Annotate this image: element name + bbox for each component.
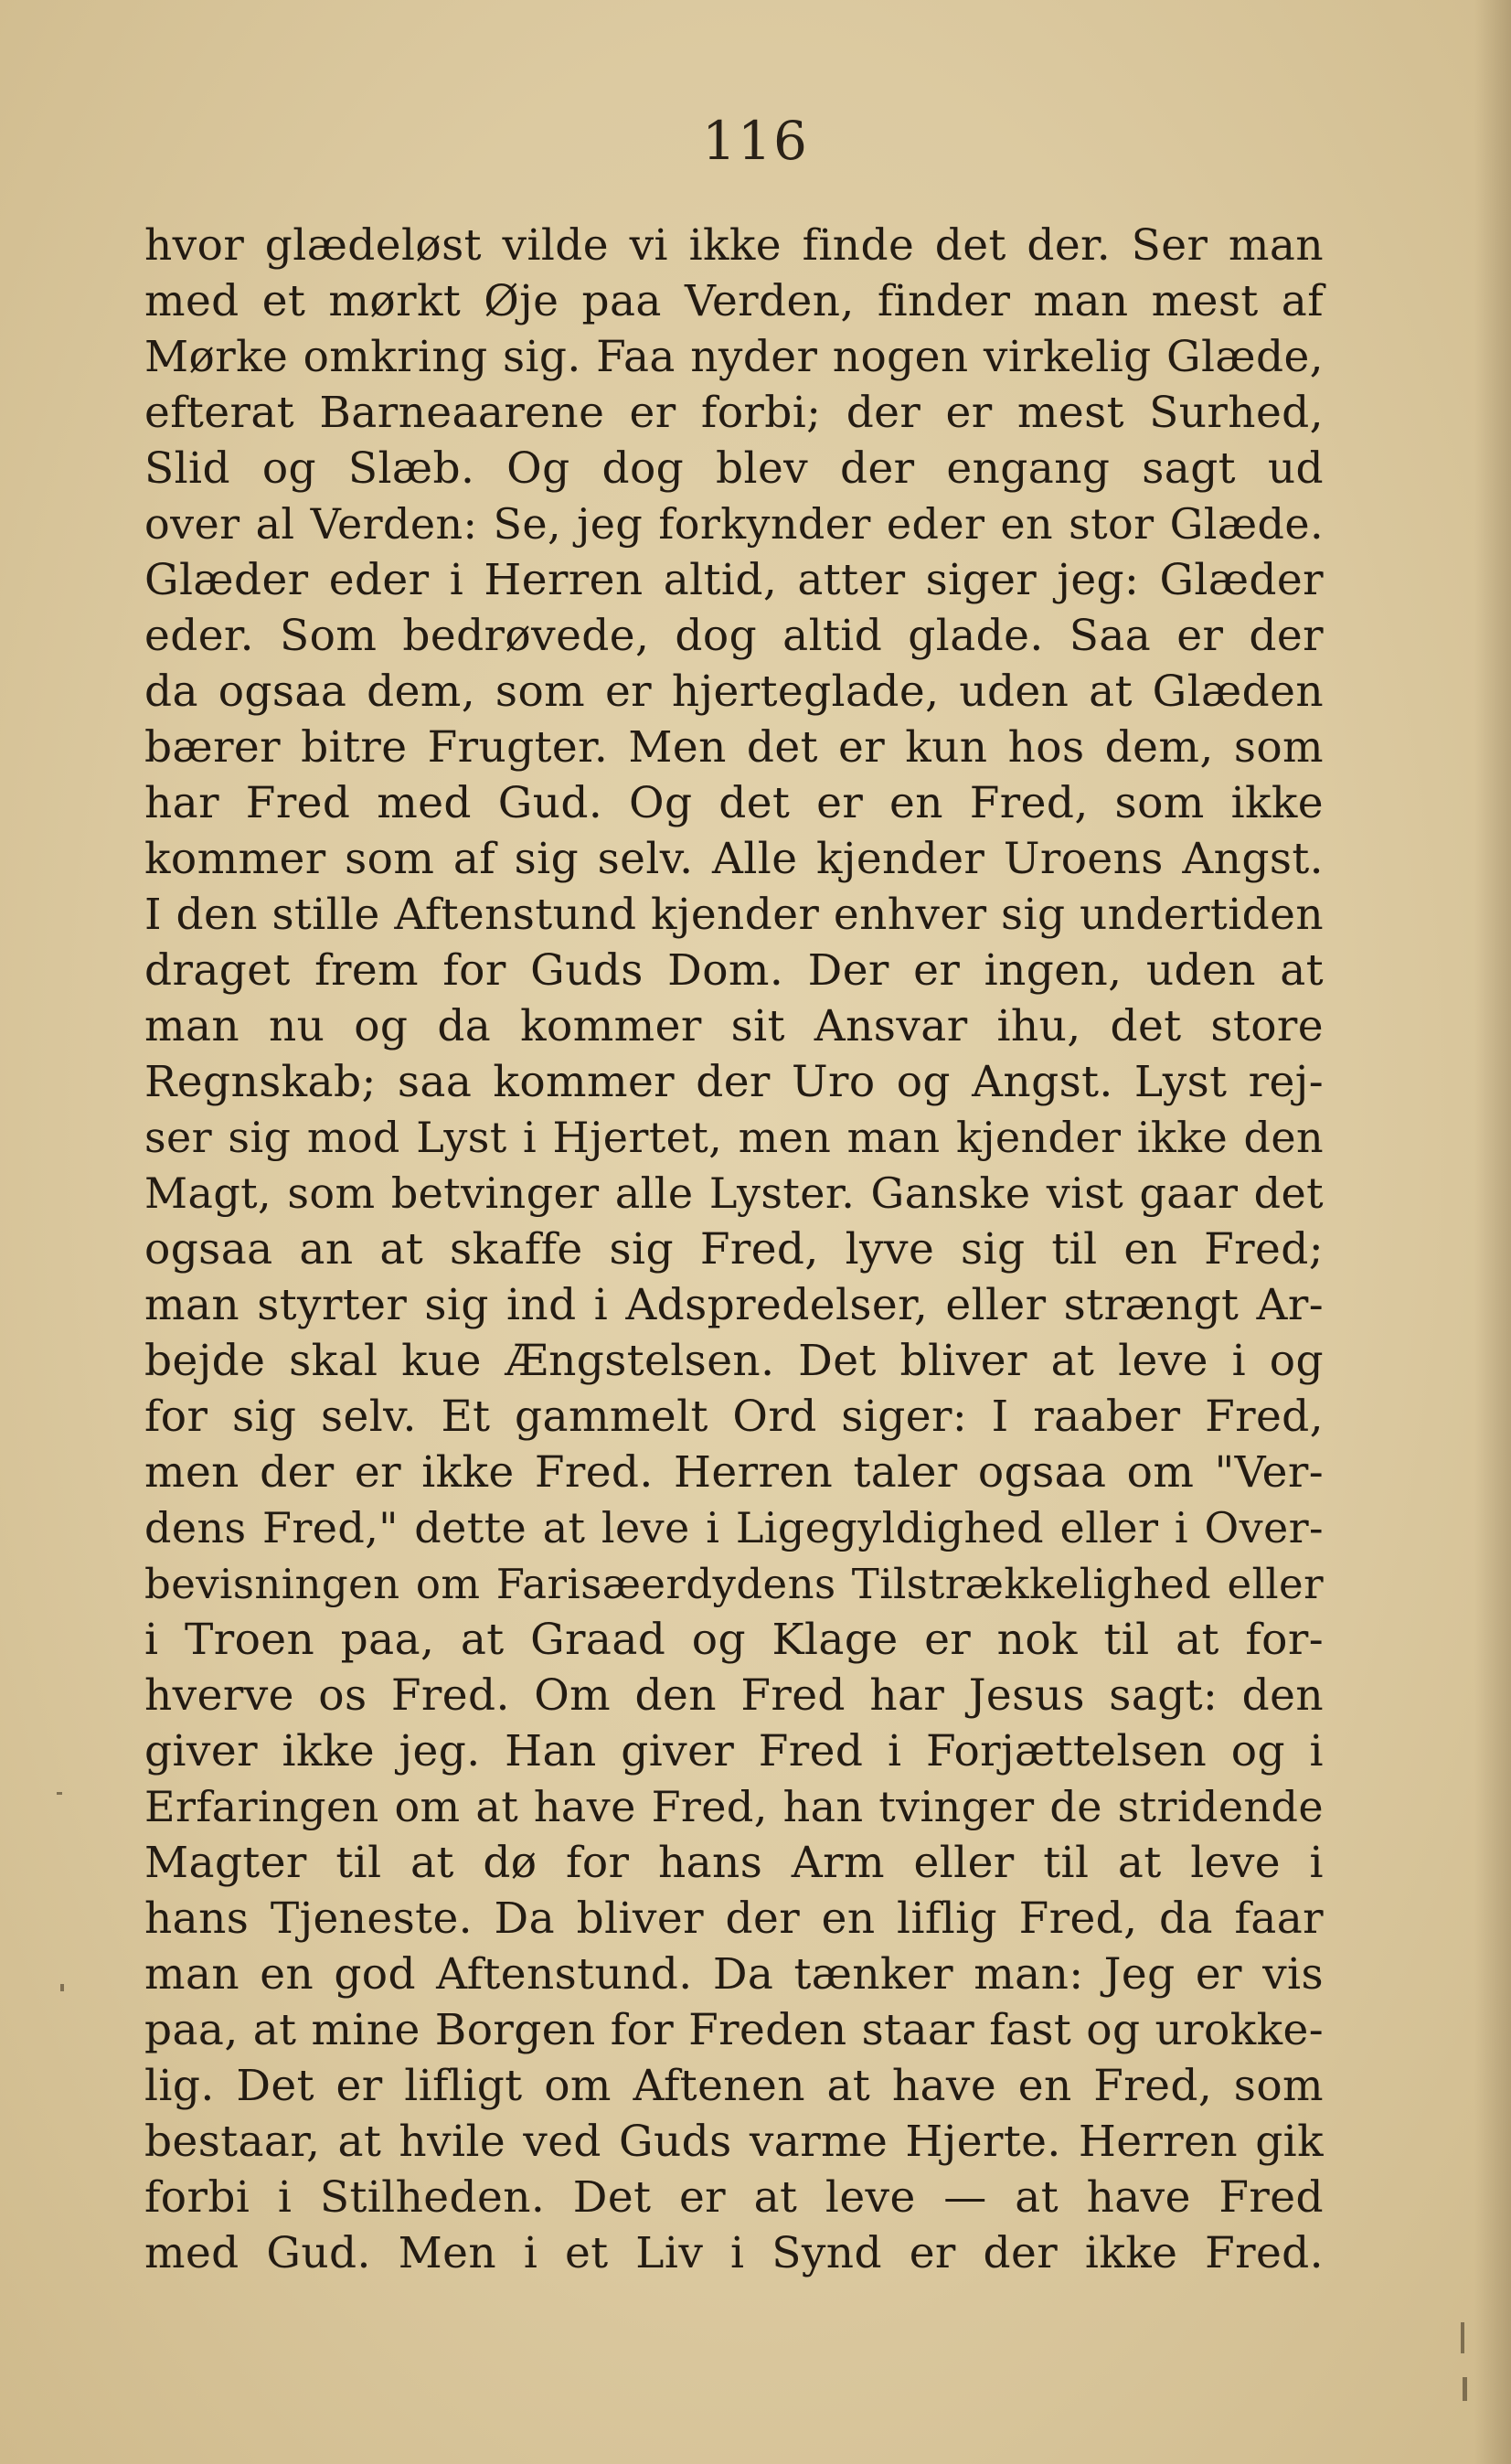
text-line: Slid og Slæb. Og dog blev der engang sagt ud bbox=[144, 443, 1324, 494]
text-line: Glæder eder i Herren altid, atter siger jeg: Glæder bbox=[144, 555, 1324, 605]
text-line: bevisningen om Farisæerdydens Tilstrækkelighed eller bbox=[144, 1560, 1324, 1608]
text-line: kommer som af sig selv. Alle kjender Uroens Angst. bbox=[144, 834, 1324, 884]
text-line: da ogsaa dem, som er hjerteglade, uden at Glæden bbox=[144, 667, 1324, 717]
text-line: med et mørkt Øje paa Verden, finder man mest af bbox=[144, 276, 1324, 326]
text-line: dens Fred," dette at leve i Ligegyldighed eller i Over- bbox=[144, 1503, 1324, 1552]
text-line: med Gud. Men i et Liv i Synd er der ikke Fred. bbox=[144, 2228, 1324, 2278]
text-line: man styrter sig ind i Adspredelser, eller strængt Ar- bbox=[144, 1280, 1324, 1330]
text-line: hverve os Fred. Om den Fred har Jesus sagt: den bbox=[144, 1670, 1324, 1721]
text-line: Magt, som betvinger alle Lyster. Ganske vist gaar det bbox=[144, 1168, 1324, 1218]
body-text bbox=[144, 218, 1324, 2281]
text-line: eder. Som bedrøvede, dog altid glade. Saa er der bbox=[144, 611, 1324, 661]
text-line: hans Tjeneste. Da bliver der en liflig Fred, da faar bbox=[144, 1893, 1324, 1944]
page-edge-shadow bbox=[1474, 0, 1511, 2464]
page-number: 116 bbox=[702, 110, 809, 172]
ink-speck bbox=[1463, 2377, 1467, 2401]
text-line: over al Verden: Se, jeg forkynder eder en stor Glæde. bbox=[144, 499, 1324, 549]
text-line: Regnskab; saa kommer der Uro og Angst. Lyst rej- bbox=[144, 1057, 1324, 1107]
text-line: men der er ikke Fred. Herren taler ogsaa om "Ver- bbox=[144, 1447, 1324, 1498]
text-line: forbi i Stilheden. Det er at leve — at have Fred bbox=[144, 2172, 1324, 2223]
text-line: man nu og da kommer sit Ansvar ihu, det store bbox=[144, 1001, 1324, 1051]
text-line: Magter til at dø for hans Arm eller til at leve i bbox=[144, 1838, 1324, 1888]
ink-speck bbox=[1461, 2322, 1464, 2353]
ink-speck bbox=[57, 1792, 62, 1795]
text-line: ser sig mod Lyst i Hjertet, men man kjender ikke den bbox=[144, 1113, 1324, 1162]
text-line: bestaar, at hvile ved Guds varme Hjerte. Herren gik bbox=[144, 2117, 1324, 2167]
text-line: paa, at mine Borgen for Freden staar fast og urokke- bbox=[144, 2005, 1324, 2055]
text-line: bærer bitre Frugter. Men det er kun hos dem, som bbox=[144, 722, 1324, 773]
text-line: ogsaa an at skaffe sig Fred, lyve sig til en Fred; bbox=[144, 1224, 1324, 1275]
text-line: Mørke omkring sig. Faa nyder nogen virkelig Glæde, bbox=[144, 332, 1324, 382]
text-line: i Troen paa, at Graad og Klage er nok til at for- bbox=[144, 1615, 1324, 1665]
text-line: bejde skal kue Ængstelsen. Det bliver at leve i og bbox=[144, 1336, 1324, 1386]
text-line: Erfaringen om at have Fred, han tvinger de stridende bbox=[144, 1782, 1324, 1831]
text-line: man en god Aftenstund. Da tænker man: Jeg er vis bbox=[144, 1949, 1324, 2000]
text-line: for sig selv. Et gammelt Ord siger: I raaber Fred, bbox=[144, 1392, 1324, 1442]
text-line: efterat Barneaarene er forbi; der er mest Surhed, bbox=[144, 388, 1324, 438]
text-line: hvor glædeløst vilde vi ikke finde det der. Ser man bbox=[144, 220, 1324, 271]
ink-speck bbox=[60, 1984, 64, 1991]
text-line: giver ikke jeg. Han giver Fred i Forjættelsen og i bbox=[144, 1726, 1324, 1776]
text-line: har Fred med Gud. Og det er en Fred, som ikke bbox=[144, 778, 1324, 828]
text-line: lig. Det er lifligt om Aftenen at have en Fred, som bbox=[144, 2061, 1324, 2111]
text-line: draget frem for Guds Dom. Der er ingen, uden at bbox=[144, 945, 1324, 996]
text-line: I den stille Aftenstund kjender enhver sig undertiden bbox=[144, 890, 1324, 940]
